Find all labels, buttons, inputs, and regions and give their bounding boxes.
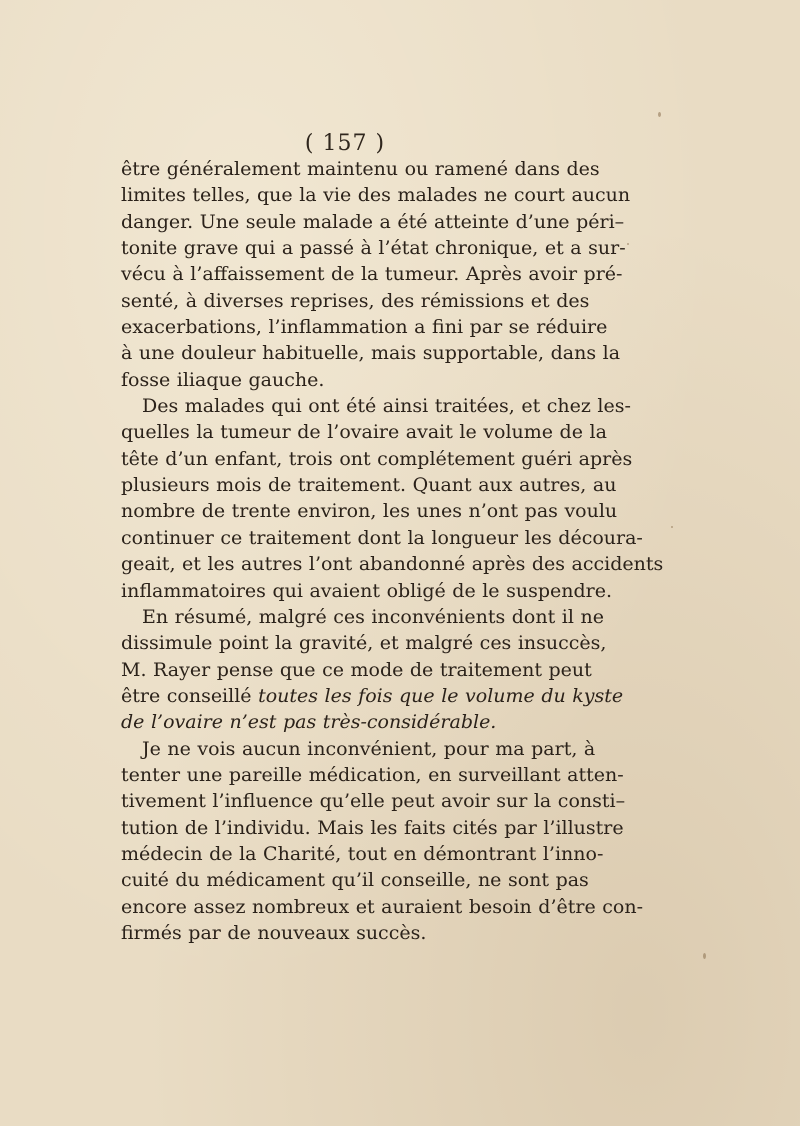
- italic-text: toutes les fois que le volume du kyste: [258, 684, 624, 707]
- paragraph-start-line: En résumé, malgré ces inconvénients dont il ne: [142, 605, 604, 628]
- paragraph-end-line: firmés par de nouveaux succès.: [121, 921, 427, 944]
- body-text: [121, 156, 664, 946]
- text-line: nombre de trente environ, les unes n’ont pas voulu: [121, 500, 618, 523]
- text-line: danger. Une seule malade a été atteinte d’une péri–: [121, 210, 625, 233]
- text-line: encore assez nombreux et auraient besoin d’être con-: [121, 895, 643, 918]
- text-line: tête d’un enfant, trois ont complétement guéri après: [121, 447, 633, 470]
- paper-speck: [671, 526, 673, 528]
- text-line: M. Rayer pense que ce mode de traitement peut: [121, 658, 592, 681]
- text-line: tution de l’individu. Mais les faits cités par l’illustre: [121, 816, 624, 839]
- paragraph-end-line: inflammatoires qui avaient obligé de le suspendre.: [121, 579, 612, 602]
- paragraph-start-line: Des malades qui ont été ainsi traitées, et chez les-: [142, 395, 631, 418]
- text-line-mixed: [121, 683, 624, 709]
- paper-speck: [627, 243, 629, 245]
- text-line: limites telles, que la vie des malades ne court aucun: [121, 184, 631, 207]
- text-line: continuer ce traitement dont la longueur les découra-: [121, 526, 643, 549]
- paragraph-end-line: fosse iliaque gauche.: [121, 368, 325, 391]
- page-number: ( 157 ): [304, 131, 386, 156]
- text-line: tivement l’influence qu’elle peut avoir sur la consti–: [121, 790, 626, 813]
- text-line: tonite grave qui a passé à l’état chronique, et a sur-: [121, 237, 626, 260]
- text-line: dissimule point la gravité, et malgré ces insuccès,: [121, 632, 607, 655]
- text-line: à une douleur habituelle, mais supportable, dans la: [121, 342, 621, 365]
- text-line: exacerbations, l’inflammation a fini par se réduire: [121, 316, 608, 339]
- text-line: cuité du médicament qu’il conseille, ne sont pas: [121, 869, 589, 892]
- italic-line: de l’ovaire n’est pas très-considérable.: [121, 711, 497, 734]
- text-line: tenter une pareille médication, en surveillant atten-: [121, 763, 624, 786]
- text-line: vécu à l’affaissement de la tumeur. Après avoir pré-: [121, 263, 623, 286]
- text-line: être généralement maintenu ou ramené dans des: [121, 158, 600, 180]
- text-line: senté, à diverses reprises, des rémissions et des: [121, 289, 590, 312]
- paper-speck: [658, 112, 661, 117]
- text-line: geait, et les autres l’ont abandonné après des accidents: [121, 553, 664, 576]
- text-line: plusieurs mois de traitement. Quant aux autres, au: [121, 474, 617, 497]
- text-line: quelles la tumeur de l’ovaire avait le volume de la: [121, 421, 607, 444]
- paper-speck: [703, 953, 706, 959]
- paragraph-start-line: Je ne vois aucun inconvénient, pour ma part, à: [142, 737, 596, 760]
- text-line: médecin de la Charité, tout en démontrant l’inno-: [121, 842, 604, 865]
- roman-text: être conseillé: [121, 684, 259, 707]
